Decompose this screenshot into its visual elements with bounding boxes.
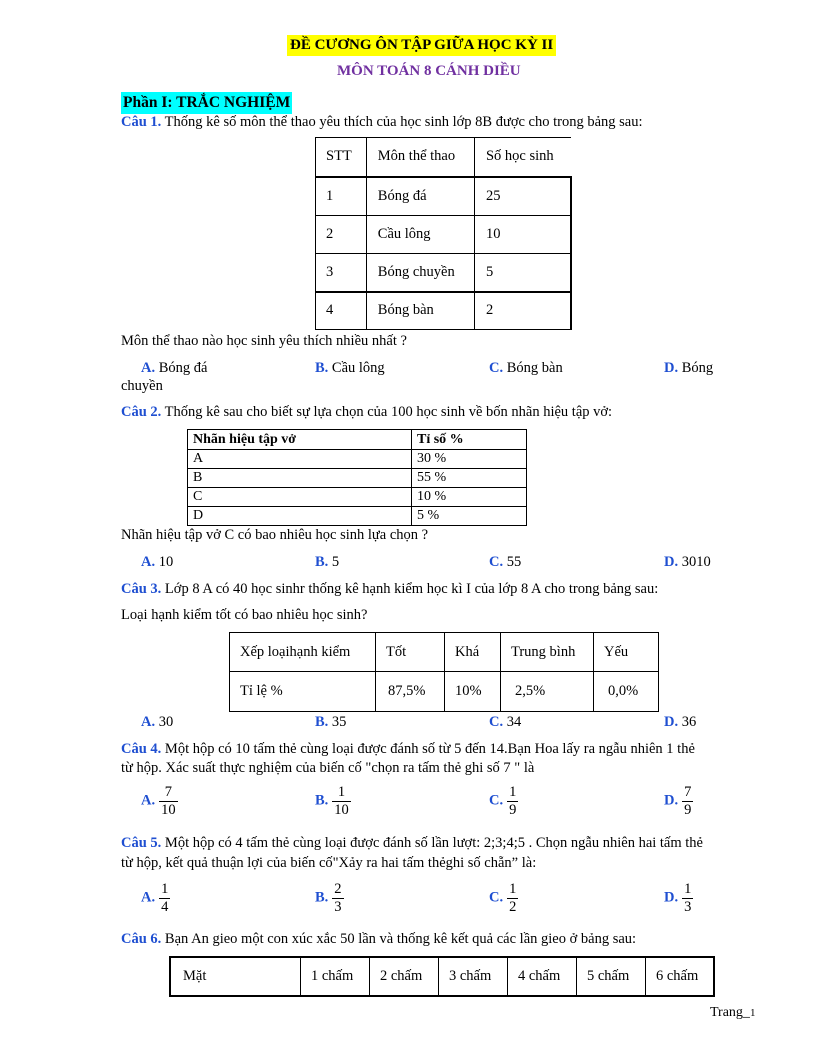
denominator: 2 (509, 898, 517, 915)
table-cell: 30 % (412, 450, 527, 469)
table-cell: 2,5% (501, 672, 594, 712)
table-cell: Tỉ lệ % (230, 672, 376, 712)
numerator: 1 (509, 784, 517, 800)
option-letter: A. (141, 360, 156, 376)
option-d[interactable] (664, 360, 713, 377)
table-cell: 10 (474, 216, 571, 254)
option-b[interactable] (315, 554, 339, 571)
fraction (507, 784, 518, 818)
option-letter: C. (489, 792, 504, 809)
option-text: 3010 (681, 554, 711, 570)
question-label: Câu 5. (121, 835, 162, 851)
table-cell: Bóng chuyền (366, 254, 474, 292)
question-text: Bạn An gieo một con xúc xắc 50 lần và thống kê kết quả các lần gieo ở bảng sau: (164, 931, 637, 947)
option-text: 35 (331, 714, 347, 730)
table-header-cell: Tỉ số % (412, 430, 527, 450)
fraction (332, 881, 343, 915)
question-3 (121, 581, 658, 598)
option-text: 5 (331, 554, 340, 570)
option-text: 30 (158, 714, 174, 730)
option-letter: B. (315, 554, 329, 570)
option-c[interactable] (489, 554, 521, 571)
option-d[interactable] (664, 714, 696, 731)
table-cell: Bóng đá (366, 177, 474, 216)
page-label: Trang_ (710, 1005, 750, 1020)
sports-table (315, 137, 572, 330)
denominator: 3 (684, 898, 692, 915)
table-header-cell: Số học sinh (474, 138, 571, 177)
table-header-cell: 6 chấm (646, 957, 715, 996)
question-text: Thống kê số môn thể thao yêu thích của học sinh lớp 8B được cho trong bảng sau: (164, 114, 643, 130)
option-letter: B. (315, 792, 329, 809)
option-b[interactable] (315, 360, 385, 377)
option-a[interactable] (141, 881, 170, 915)
option-a[interactable] (141, 714, 173, 731)
option-d[interactable] (664, 554, 711, 571)
table-header-cell: 1 chấm (301, 957, 370, 996)
option-letter: A. (141, 792, 156, 809)
dice-table (169, 956, 715, 997)
fraction (682, 784, 693, 818)
table-header-cell: Tốt (376, 633, 445, 672)
document-subtitle: MÔN TOÁN 8 CÁNH DIỀU (337, 63, 521, 79)
question-prompt: Nhãn hiệu tập vở C có bao nhiêu học sinh lựa chọn ? (121, 527, 429, 543)
fraction (507, 881, 518, 915)
question-2 (121, 404, 612, 421)
question-6 (121, 931, 636, 948)
question-label: Câu 6. (121, 931, 162, 947)
option-letter: B. (315, 714, 329, 730)
option-d[interactable] (664, 784, 693, 818)
table-cell: Bóng bàn (366, 292, 474, 330)
table-cell: 4 (316, 292, 367, 330)
table-cell: 0,0% (594, 672, 659, 712)
option-text: 10 (158, 554, 174, 570)
table-header-cell: 2 chấm (370, 957, 439, 996)
question-label: Câu 2. (121, 404, 162, 420)
denominator: 9 (509, 801, 517, 818)
document-title: ĐỀ CƯƠNG ÔN TẬP GIỮA HỌC KỲ II (287, 35, 556, 56)
table-cell: 10% (445, 672, 501, 712)
table-cell: 1 (316, 177, 367, 216)
option-letter: C. (489, 360, 504, 376)
table-cell: 2 (316, 216, 367, 254)
option-text: 34 (506, 714, 522, 730)
denominator: 10 (334, 801, 349, 818)
option-c[interactable] (489, 360, 563, 377)
question-text-line-2: từ hộp, kết quả thuận lợi của biến cố"Xảy ra hai tấm thẻghi số chẵn” là: (121, 855, 537, 871)
table-header-cell: Yếu (594, 633, 659, 672)
option-text: Bóng (681, 360, 714, 376)
numerator: 1 (161, 881, 169, 897)
question-text: Thống kê sau cho biết sự lựa chọn của 100 học sinh về bốn nhãn hiệu tập vở: (164, 404, 613, 420)
option-letter: D. (664, 792, 679, 809)
denominator: 4 (161, 898, 169, 915)
option-c[interactable] (489, 881, 518, 915)
option-a[interactable] (141, 360, 207, 377)
question-prompt: Môn thể thao nào học sinh yêu thích nhiều nhất ? (121, 333, 407, 349)
table-cell: 87,5% (376, 672, 445, 712)
table-cell: 2 (474, 292, 571, 330)
page-footer (710, 1005, 755, 1021)
numerator: 7 (684, 784, 692, 800)
option-letter: A. (141, 714, 156, 730)
question-text-line-2: Loại hạnh kiểm tốt có bao nhiêu học sinh? (121, 607, 368, 623)
option-letter: D. (664, 554, 679, 570)
table-cell: 55 % (412, 469, 527, 488)
option-a[interactable] (141, 554, 173, 571)
question-5 (121, 835, 703, 852)
denominator: 9 (684, 801, 692, 818)
question-label: Câu 1. (121, 114, 162, 130)
table-header-cell: Môn thể thao (366, 138, 474, 177)
option-text: Bóng bàn (506, 360, 563, 376)
option-text: Bóng đá (158, 360, 208, 376)
fraction (159, 881, 170, 915)
option-d-wrap: chuyền (121, 378, 163, 394)
question-4 (121, 741, 695, 758)
table-header-cell: Nhãn hiệu tập vở (188, 430, 412, 450)
section-heading: Phần I: TRẮC NGHIỆM (121, 92, 292, 114)
option-letter: C. (489, 889, 504, 906)
option-letter: A. (141, 554, 156, 570)
option-text: 55 (506, 554, 522, 570)
option-letter: B. (315, 889, 329, 906)
question-text: Một hộp có 10 tấm thẻ cùng loại được đánh số từ 5 đến 14.Bạn Hoa lấy ra ngẫu nhiên 1 thẻ (164, 741, 695, 757)
numerator: 2 (334, 881, 342, 897)
denominator: 3 (334, 898, 342, 915)
option-text: Cầu lông (331, 360, 385, 376)
table-cell: 5 (474, 254, 571, 292)
option-c[interactable] (489, 714, 521, 731)
fraction (682, 881, 693, 915)
question-label: Câu 4. (121, 741, 162, 757)
table-cell: A (188, 450, 412, 469)
table-header-cell: STT (316, 138, 367, 177)
numerator: 1 (684, 881, 692, 897)
question-text: Một hộp có 4 tấm thẻ cùng loại được đánh số lần lượt: 2;3;4;5 . Chọn ngẫu nhiên hai tấm thẻ (164, 835, 703, 851)
question-1 (121, 114, 643, 131)
table-cell: 10 % (412, 488, 527, 507)
question-label: Câu 3. (121, 581, 162, 597)
table-cell: 25 (474, 177, 571, 216)
numerator: 1 (332, 784, 351, 802)
table-cell: 5 % (412, 507, 527, 526)
table-cell: Cầu lông (366, 216, 474, 254)
option-letter: C. (489, 554, 504, 570)
table-header-cell: Mặt (170, 957, 301, 996)
option-b[interactable] (315, 881, 344, 915)
option-letter: B. (315, 360, 329, 376)
notebook-brand-table (187, 429, 527, 526)
option-d[interactable] (664, 881, 693, 915)
table-header-cell: 3 chấm (439, 957, 508, 996)
conduct-table (229, 632, 659, 712)
table-header-cell: Trung bình (501, 633, 594, 672)
question-text-line-2: từ hộp. Xác suất thực nghiệm của biến cố "chọn ra tấm thẻ ghi số 7 " là (121, 760, 535, 776)
denominator: 10 (161, 801, 176, 818)
option-a[interactable] (141, 784, 178, 818)
option-text: 36 (681, 714, 697, 730)
option-c[interactable] (489, 784, 518, 818)
option-letter: D. (664, 360, 679, 376)
table-cell: D (188, 507, 412, 526)
table-header-cell: 5 chấm (577, 957, 646, 996)
fraction (159, 784, 178, 818)
table-cell: B (188, 469, 412, 488)
question-text: Lớp 8 A có 40 học sinhr thống kê hạnh kiểm học kì I của lớp 8 A cho trong bảng sau: (164, 581, 659, 597)
table-header-cell: 4 chấm (508, 957, 577, 996)
table-header-cell: Xếp loạihạnh kiểm (230, 633, 376, 672)
option-letter: C. (489, 714, 504, 730)
table-cell: 3 (316, 254, 367, 292)
page-number: 1 (749, 1007, 756, 1019)
option-letter: A. (141, 889, 156, 906)
numerator: 1 (509, 881, 517, 897)
option-b[interactable] (315, 714, 346, 731)
fraction (332, 784, 351, 818)
numerator: 7 (159, 784, 178, 802)
option-letter: D. (664, 889, 679, 906)
table-cell: C (188, 488, 412, 507)
option-letter: D. (664, 714, 679, 730)
table-header-cell: Khá (445, 633, 501, 672)
option-b[interactable] (315, 784, 351, 818)
